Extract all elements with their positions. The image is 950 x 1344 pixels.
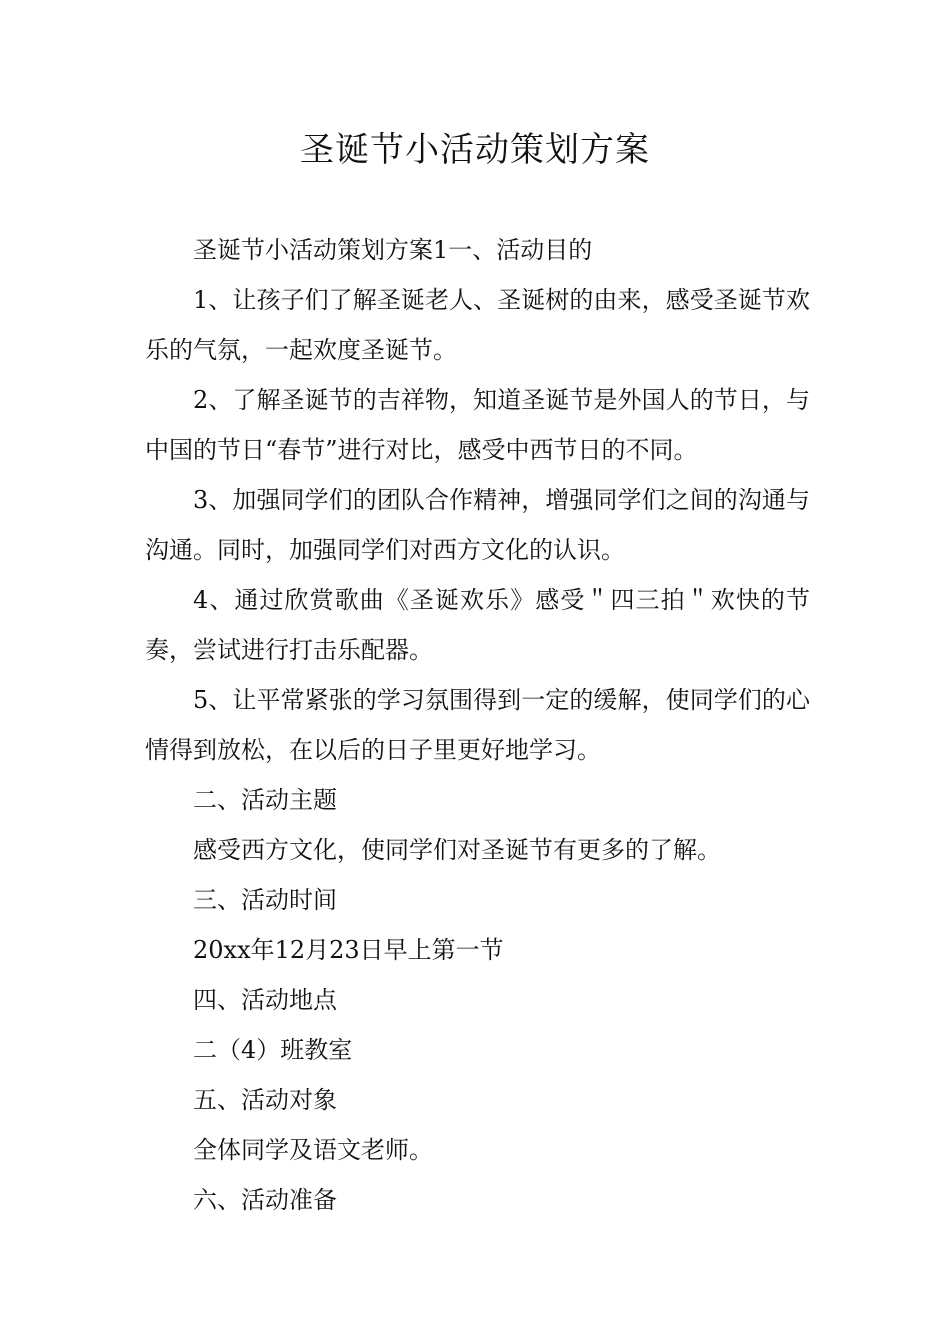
section-heading-location: 四、活动地点	[193, 986, 337, 1014]
section-heading-time: 三、活动时间	[193, 886, 337, 914]
document-title: 圣诞节小活动策划方案	[300, 130, 650, 170]
paragraph-time: 20xx年12月23日早上第一节	[193, 936, 504, 964]
section-heading-audience: 五、活动对象	[193, 1086, 337, 1114]
section-heading-theme: 二、活动主题	[193, 786, 337, 814]
paragraph-goal-1: 1、让孩子们了解圣诞老人、圣诞树的由来，感受圣诞节欢乐的气氛，一起欢度圣诞节。	[145, 286, 810, 364]
paragraph-audience: 全体同学及语文老师。	[193, 1136, 433, 1164]
paragraph-goal-4: 4、通过欣赏歌曲《圣诞欢乐》感受＂四三拍＂欢快的节奏，尝试进行打击乐配器。	[145, 586, 810, 664]
paragraph-goal-2: 2、了解圣诞节的吉祥物，知道圣诞节是外国人的节日，与中国的节日“春节”进行对比，感受中西节日的不同。	[145, 386, 810, 464]
paragraph-goal-3: 3、加强同学们的团队合作精神，增强同学们之间的沟通与沟通。同时，加强同学们对西方文化的认识。	[145, 486, 810, 564]
paragraph-intro: 圣诞节小活动策划方案1一、活动目的	[193, 236, 593, 264]
paragraph-theme: 感受西方文化，使同学们对圣诞节有更多的了解。	[193, 836, 721, 864]
paragraph-goal-5: 5、让平常紧张的学习氛围得到一定的缓解，使同学们的心情得到放松，在以后的日子里更好地学习。	[145, 686, 810, 764]
section-heading-preparation: 六、活动准备	[193, 1186, 337, 1214]
document-body	[145, 225, 810, 1225]
paragraph-location: 二（4）班教室	[193, 1036, 353, 1064]
